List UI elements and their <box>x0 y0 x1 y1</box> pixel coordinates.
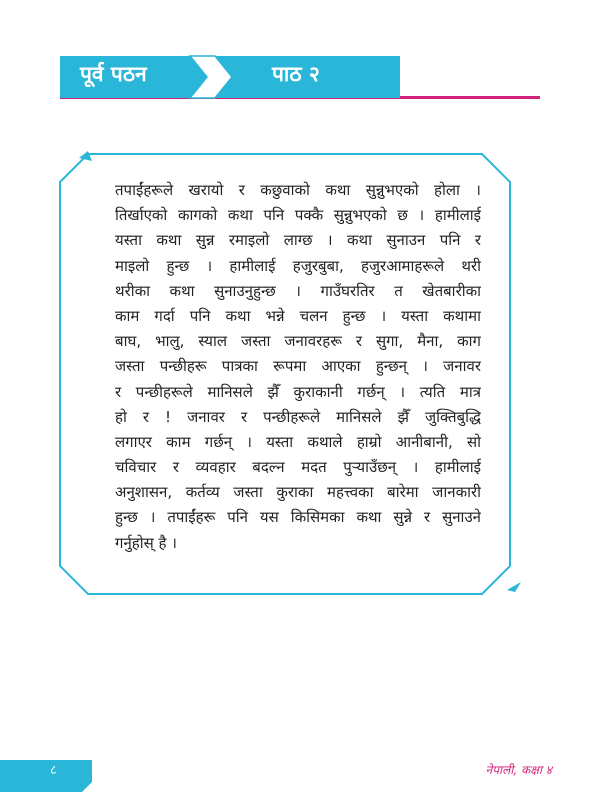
passage-line: तिर्खाएको कागको कथा पनि पक्कै सुन्नुभएको छ । हामीलाई <box>115 206 481 225</box>
passage-line: यस्ता कथा सुन्न रमाइलो लाग्छ । कथा सुनाउन पनि र <box>115 231 481 250</box>
passage-line: माइलो हुन्छ । हामीलाई हजुरबुबा, हजुरआमाहरूले थरी <box>115 256 481 275</box>
passage-line: तपाईंहरूले खरायो र कछुवाको कथा सुन्नुभएको होला । <box>115 181 481 199</box>
passage-line: हो र ! जनावर र पन्छीहरूले मानिसले झैँ जुक्तिबुद्धि <box>115 407 481 426</box>
passage-line: बाघ, भालु, स्याल जस्ता जनावरहरू र सुगा, मैना, काग <box>115 332 481 351</box>
section-label: पूर्व पठन <box>80 62 147 86</box>
passage-line: अनुशासन, कर्तव्य जस्ता कुराका महत्त्वका बारेमा जानकारी <box>115 483 481 502</box>
passage-line: थरीका कथा सुनाउनुहुन्छ । गाउँघरतिर त खेतबारीका <box>115 281 481 300</box>
passage-line: चविचार र व्यवहार बदल्न मदत पुऱ्याउँछन् । हामीलाई <box>115 458 481 477</box>
passage-line: हुन्छ । तपाईंहरू पनि यस किसिमका कथा सुन्ने र सुनाउने <box>115 508 481 527</box>
passage-line: लगाएर काम गर्छन् । यस्ता कथाले हाम्रो आनीबानी, सो <box>115 432 481 451</box>
lesson-label: पाठ २ <box>272 62 320 86</box>
passage-line: जस्ता पन्छीहरू पात्रका रूपमा आएका हुन्छन् । जनावर <box>115 357 481 376</box>
book-title: नेपाली, कक्षा ४ <box>485 763 552 777</box>
page-number: ८ <box>50 763 57 778</box>
passage-line: गर्नुहोस् है । <box>115 533 177 552</box>
passage-line: काम गर्दा पनि कथा भन्ने चलन हुन्छ । यस्ता कथामा <box>115 306 481 325</box>
passage-line: र पन्छीहरूले मानिसले झैँ कुराकानी गर्छन् । त्यति मात्र <box>115 382 481 401</box>
